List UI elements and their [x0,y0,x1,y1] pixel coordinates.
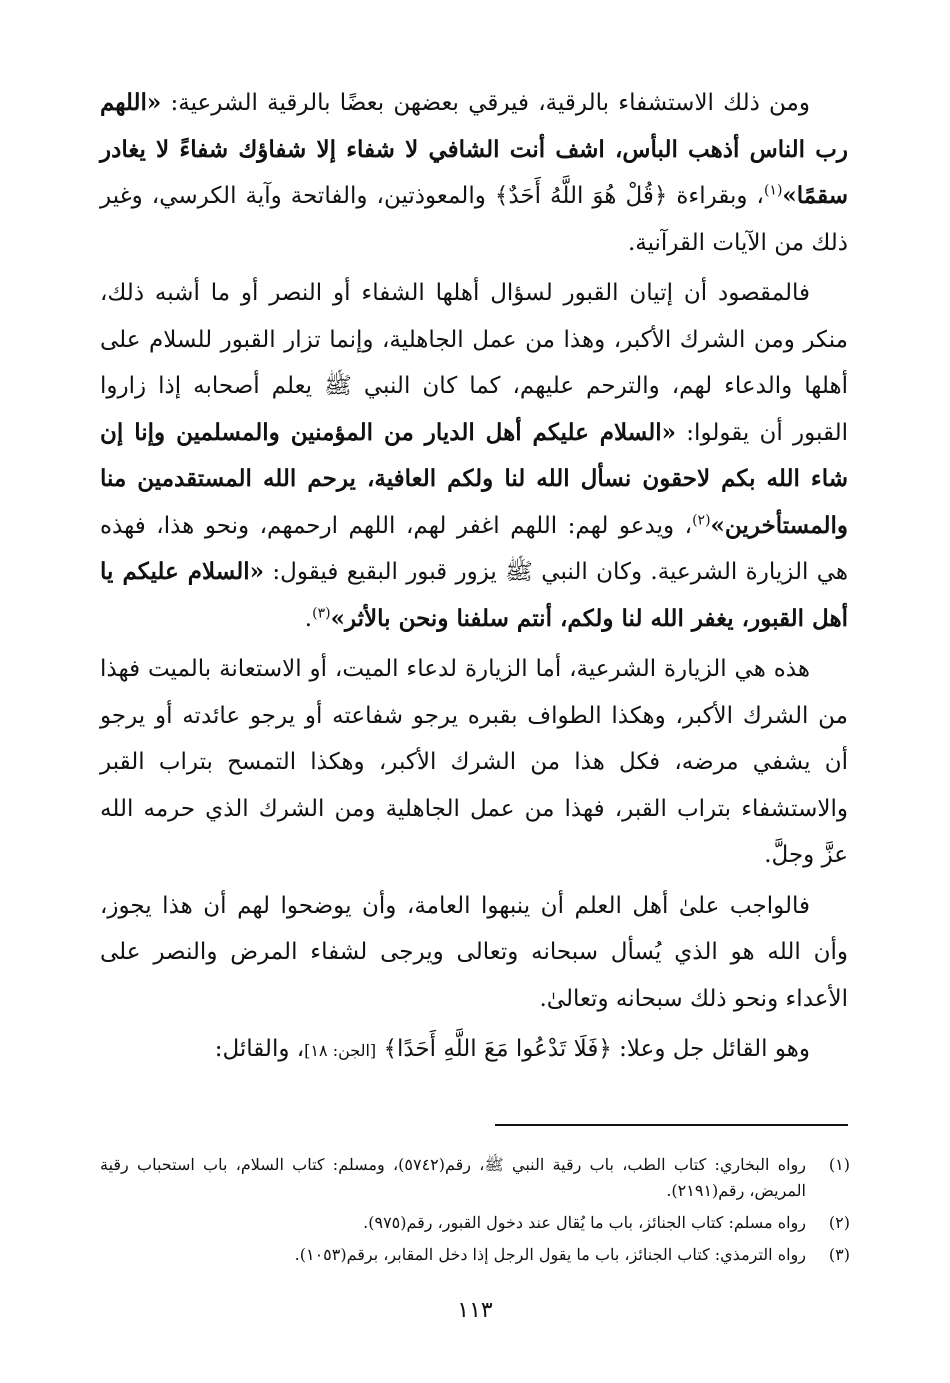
hadith-quote: «اللهم رب الناس أذهب البأس، اشف أنت الشافي لا شفاء إلا شفاؤك شفاءً لا يغادر سقمًا» [100,89,848,209]
text-segment: ، ويدعو لهم: اللهم اغفر لهم، اللهم ارحمهم، ونحو هذا، فهذه هي الزيارة الشرعية. وكان النبي ﷺ يزور قبور البقيع فيقول: [100,512,848,585]
verse-reference: [الجن: ١٨] [304,1041,377,1060]
footnote-reference: (٢) [692,511,711,528]
footnote-reference: (٣) [312,604,331,621]
footnote-2 [100,1210,850,1236]
text-segment: فالمقصود أن إتيان القبور لسؤال أهلها الشفاء أو النصر أو ما أشبه ذلك، منكر ومن الشرك الأكبر، وهذا من عمل الجاهلية، وإنما تزار القبور للسلام على أهلها والدعاء لهم، والترحم عليهم، كما كان النبي ﷺ يعلم أصحابه إذا زاروا القبور أن يقولوا: [100,280,848,446]
footnote-1 [100,1152,850,1204]
paragraph-duty-of-scholars [100,883,848,1023]
paragraph-quran-quote [100,1026,848,1075]
hadith-quote: «السلام عليكم يا أهل القبور، يغفر الله لنا ولكم، أنتم سلفنا ونحن بالأثر» [100,558,848,632]
text-segment: . [304,605,313,632]
footnote-number: (١) [828,1155,850,1174]
text-segment: وهو القائل جل وعلا: ﴿فَلَا تَدْعُوا مَعَ اللَّهِ أَحَدًا﴾ [376,1036,810,1062]
hadith-quote: «السلام عليكم أهل الديار من المؤمنين والمسلمين وإنا إن شاء الله بكم لاحقون نسأل الله لنا ولكم العافية، يرحم الله المستقدمين منا والمستأخرين» [100,418,848,539]
paragraph-grave-visits [100,270,848,642]
paragraph-ruqya [100,80,848,266]
footnote-number: (٣) [828,1245,850,1264]
text-segment: فالواجب علىٰ أهل العلم أن ينبهوا العامة، وأن يوضحوا لهم أن هذا يجوز، وأن الله هو الذي يُسأل سبحانه وتعالى ويرجى لشفاء المرض والنصر على الأعداء ونحو ذلك سبحانه وتعالىٰ. [100,892,848,1012]
paragraph-legitimate-visit [100,646,848,879]
footnotes [100,1152,850,1274]
text-segment: ، وبقراءة ﴿قُلْ هُوَ اللَّهُ أَحَدٌ﴾ والمعوذتين، والفاتحة وآية الكرسي، وغير ذلك من الآيات القرآنية. [100,183,848,256]
text-segment: ، والقائل: [214,1036,305,1062]
page-number: ١١٣ [457,1298,493,1323]
main-text [100,80,848,1079]
footnote-text: رواه الترمذي: كتاب الجنائز، باب ما يقول الرجل إذا دخل المقابر، برقم(١٠٥٣). [294,1245,806,1264]
footnote-divider [495,1124,848,1126]
footnote-reference: (١) [763,182,783,199]
footnote-text: رواه مسلم: كتاب الجنائز، باب ما يُقال عند دخول القبور، رقم(٩٧٥). [363,1213,806,1232]
text-segment: هذه هي الزيارة الشرعية، أما الزيارة لدعاء الميت، أو الاستعانة بالميت فهذا من الشرك الأكبر، وهكذا الطواف بقبره يرجو شفاعته أو يرجو عائدته أو يرجو أن يشفي مرضه، فكل هذا من الشرك الأكبر، وهكذا التمسح بتراب القبر والاستشفاء بتراب القبر، فهذا من عمل الجاهلية ومن الشرك الذي حرمه الله عزَّ وجلَّ. [100,656,848,868]
text-segment: ومن ذلك الاستشفاء بالرقية، فيرقي بعضهن بعضًا بالرقية الشرعية: [161,90,810,116]
footnote-3 [100,1242,850,1268]
footnote-text: رواه البخاري: كتاب الطب، باب رقية النبي ﷺ، رقم(٥٧٤٢)، ومسلم: كتاب السلام، باب استحباب رقية المريض، رقم(٢١٩١). [100,1155,806,1200]
footnote-number: (٢) [828,1213,850,1232]
